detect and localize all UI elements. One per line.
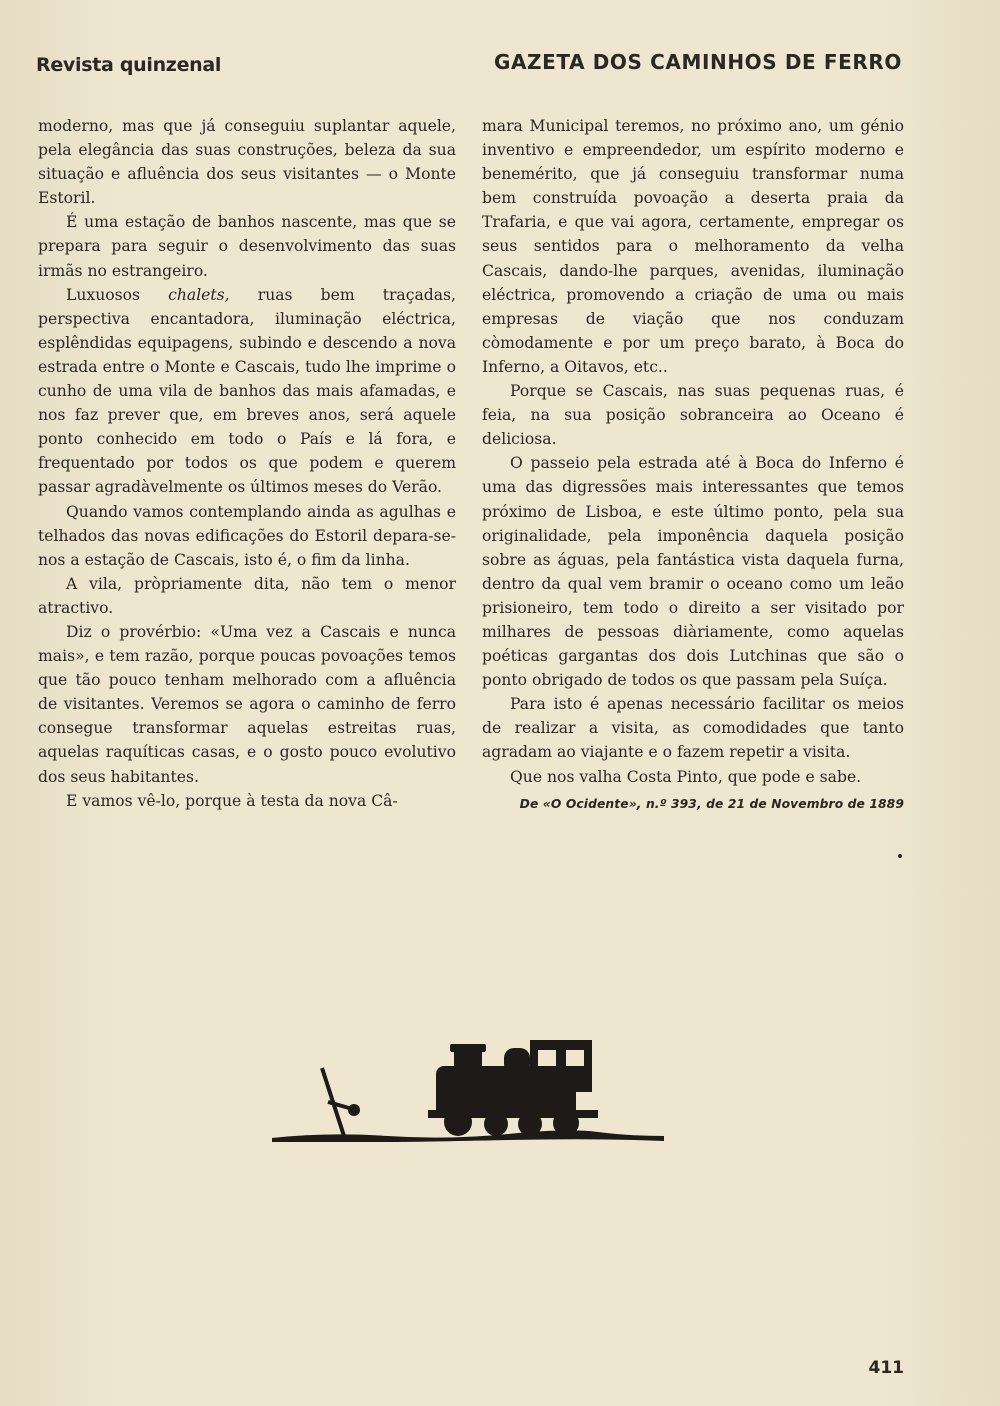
paragraph: A vila, pròpriamente dita, não tem o menor atractivo. [38, 574, 456, 617]
paragraph: Que nos valha Costa Pinto, que pode e sabe. [510, 767, 862, 786]
paragraph: Quando vamos contemplando ainda as agulhas e telhados das novas edificações do Estoril depara-se-nos a estação de Cascais, isto é, o fim da linha. [38, 502, 456, 569]
paragraph: É uma estação de banhos nascente, mas que se prepara para seguir o desenvolvimento das suas irmãs no estrangeiro. [38, 213, 456, 280]
ink-speck [898, 854, 902, 858]
right-column [482, 114, 904, 816]
paragraph: moderno, mas que já conseguiu suplantar aquele, pela elegância das suas construções, beleza da sua situação e afluência dos seus visitantes — o Monte Estoril. [38, 117, 456, 208]
page-number: 411 [868, 1358, 904, 1378]
header-right-title: GAZETA DOS CAMINHOS DE FERRO [493, 50, 902, 74]
paragraph [38, 283, 456, 500]
paragraph: mara Municipal teremos, no próximo ano, um génio inventivo e empreendedor, um espírito moderno e benemérito, que já conseguiu transformar numa bem construída povoação a deserta praia da Trafaria, e que vai agora, certamente, empregar os seus sentidos para o melhoramento da velha Cascais, dando-lhe parques, avenidas, iluminação eléctrica, promovendo a criação de uma ou mais empresas de viação que nos conduzam còmodamente e por um preço barato, à Boca do Inferno, a Oitavos, etc.. [482, 117, 904, 376]
paragraph: Diz o provérbio: «Uma vez a Cascais e nunca mais», e tem razão, porque poucas povoações temos que tão pouco tenham melhorado com a afluência de visitantes. Veremos se agora o caminho de ferro consegue transformar aquelas estreitas ruas, aquelas raquíticas casas, e o gosto pouco evolutivo dos seus habitantes. [38, 622, 456, 786]
paragraph: Porque se Cascais, nas suas pequenas ruas, é feia, na sua posição sobranceira ao Oceano é deliciosa. [482, 382, 904, 449]
running-header [36, 50, 902, 84]
left-column [38, 114, 456, 813]
paragraph: Para isto é apenas necessário facilitar os meios de realizar a visita, as comodidades que tanto agradam ao viajante e o fazem repetir a visita. [482, 695, 904, 762]
paragraph-text: ruas bem traçadas, perspectiva encantadora, iluminação eléctrica, esplêndidas equipagens, subindo e descendo a nova estrada entre o Monte e Cascais, tudo lhe imprime o cunho de uma vila de banhos das mais afamadas, e nos faz prever que, em breves anos, será aquele ponto conhecido em todo o País e lá fora, e frequentado por todos os que podem e querem passar agradàvelmente os últimos meses do Verão. [38, 285, 457, 497]
paragraph: O passeio pela estrada até à Boca do Inferno é uma das digressões mais interessantes que temos próximo de Lisboa, e este último ponto, pela sua originalidade, pela imponência daquela posição sobre as águas, pela fantástica vista daquela furna, dentro da qual vem bramir o oceano como um leão prisioneiro, tem todo o direito a ser visitado por milhares de pessoas diàriamente, como aquelas poéticas gargantas dos dois Lutchinas que são o ponto obrigado de todos os que passam pela Suíça. [482, 454, 904, 690]
paragraph-text: Luxuosos [66, 285, 169, 304]
source-citation: De «O Ocidente», n.º 393, de 21 de Novembro de 1889 [519, 796, 904, 811]
italic-term: chalets, [168, 285, 230, 304]
paragraph: E vamos vê-lo, porque à testa da nova Câ- [66, 791, 398, 810]
locomotive-vignette-icon [268, 1010, 668, 1150]
header-left-title: Revista quinzenal [36, 54, 222, 76]
